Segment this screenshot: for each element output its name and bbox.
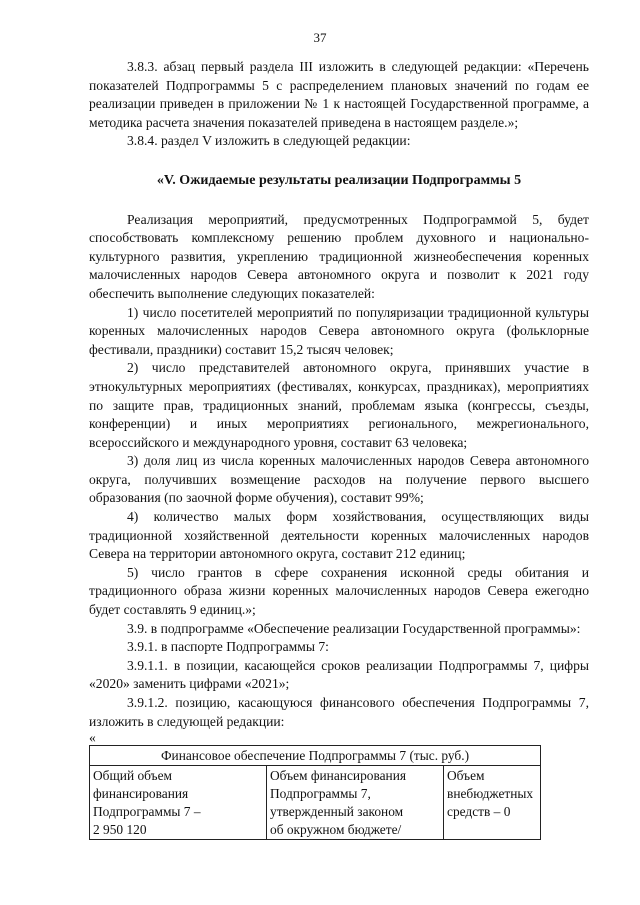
result-item-4: 4) количество малых форм хозяйствования, осуществляющих виды традиционной хозяйственной деятельности коренных малочисленных народов Севера на территории автономного округа, составит 212 единиц; [89, 509, 589, 562]
page-number: 37 [313, 30, 327, 45]
result-item-5: 5) число грантов в сфере сохранения исконной среды обитания и традиционного образа жизни коренных малочисленных народов Севера ежегодно будет составлять 9 единиц.»; [89, 564, 589, 618]
paragraph-3-9-1-2: 3.9.1.2. позицию, касающуюся финансового обеспечения Подпрограммы 7, изложить в следующей редакции: [89, 695, 589, 729]
cell-line: Объем [447, 768, 485, 784]
financing-table [89, 745, 541, 840]
approved-volume-cell [267, 766, 444, 840]
paragraph-3-8-3: 3.8.3. абзац первый раздела III изложить в следующей редакции: «Перечень показателей Подпрограммы 5 с распределением плановых значений по годам ее реализации приведен в приложении № 1 к настоящей Государственной программе, а методика расчета значения показателей приведена в настоящем разделе.»; [89, 59, 589, 130]
cell-line: Объем финансирования [270, 768, 407, 784]
document-body [89, 58, 589, 840]
paragraph-3-9-1-1: 3.9.1.1. в позиции, касающейся сроков реализации Подпрограммы 7, цифры «2020» заменить цифрами «2021»; [89, 657, 589, 692]
cell-line: об окружном бюджете/ [270, 822, 402, 838]
result-item-2: 2) число представителей автономного округа, принявших участие в этнокультурных мероприятиях (фестивалях, конкурсах, праздниках), мероприятиях по защите прав, традиционных знаний, проблемам языка (конгрессы, съезды, конференции) и иных мероприятиях регионального, межрегионального, всероссийского и международного уровня, составит 63 человека; [89, 360, 589, 450]
cell-line: Подпрограммы 7, [270, 786, 371, 802]
result-item-1: 1) число посетителей мероприятий по популяризации традиционной культуры коренных малочисленных народов Севера автономного округа (фольклорные фестивали, праздники) составит 15,2 тысяч человек; [89, 304, 589, 357]
cell-line: 2 950 120 [93, 822, 147, 838]
financing-table-caption: Финансовое обеспечение Подпрограммы 7 (тыс. руб.) [90, 746, 541, 766]
cell-line: утвержденный законом [270, 804, 404, 820]
total-volume-cell [90, 766, 267, 840]
cell-line: Подпрограммы 7 – [93, 804, 201, 820]
intro-paragraph: Реализация мероприятий, предусмотренных Подпрограммой 5, будет способствовать комплексному решению проблем духовного и национально-культурного развития, укреплению традиционной жизнеобеспечения коренных малочисленных народов Севера автономного округа и позволит к 2021 году обеспечить выполнение следующих показателей: [89, 211, 589, 301]
extrabudgetary-cell [444, 766, 541, 840]
paragraph-3-9: 3.9. в подпрограмме «Обеспечение реализации Государственной программы»: [127, 620, 581, 636]
opening-quote-mark: « [89, 730, 96, 746]
cell-line: средств – 0 [447, 804, 511, 820]
cell-line: внебюджетных [447, 786, 534, 802]
paragraph-3-8-4: 3.8.4. раздел V изложить в следующей редакции: [127, 133, 411, 149]
paragraph-3-9-1: 3.9.1. в паспорте Подпрограммы 7: [127, 639, 329, 655]
result-item-3: 3) доля лиц из числа коренных малочисленных народов Севера автономного округа, получивших возмещение расходов на получение первого высшего образования (по заочной форме обучения), составит 99%; [89, 453, 589, 506]
cell-line: финансирования [93, 786, 189, 802]
section-heading: «V. Ожидаемые результаты реализации Подпрограммы 5 [156, 172, 522, 188]
cell-line: Общий объем [93, 768, 172, 784]
